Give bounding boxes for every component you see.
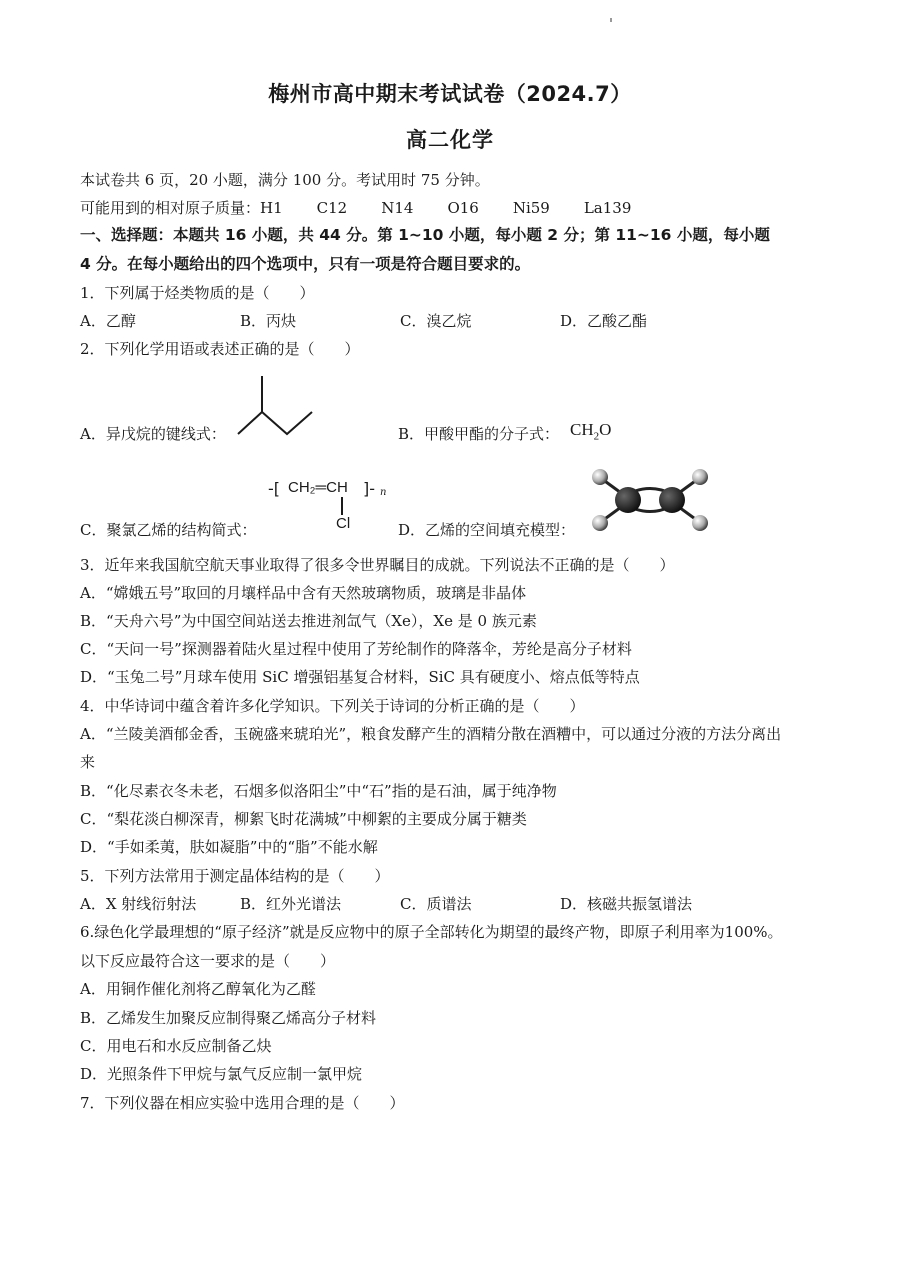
pvc-n: n [380,487,387,498]
q1-stem: 1．下列属于烃类物质的是（ ） [80,284,315,302]
section-heading-line1: 一、选择题：本题共 16 小题，共 44 分。第 1~10 小题，每小题 2 分；第 11~16 小题，每小题 [80,226,770,244]
q2-option-c: C．聚氯乙烯的结构简式： [80,521,257,539]
q5-option-d: D．核磁共振氢谱法 [560,895,693,913]
atomic-masses-label: 可能用到的相对原子质量： [80,199,261,217]
subject-title: 高二化学 [406,128,494,152]
q4-option-a-line1: A．“兰陵美酒郁金香，玉碗盛来琥珀光”，粮食发酵产生的酒精分散在酒糟中，可以通过分液的方法分离出 [80,725,782,743]
formula-o: O [599,420,612,439]
exam-title: 梅州市高中期末考试试卷（2024.7） [268,82,632,106]
q6-option-b: B．乙烯发生加聚反应制得聚乙烯高分子材料 [80,1009,377,1027]
q1-option-a: A．乙醇 [80,312,136,330]
q4-stem: 4．中华诗词中蕴含着许多化学知识。下列关于诗词的分析正确的是（ ） [80,697,585,715]
q3-option-b: B．“天舟六号”为中国空间站送去推进剂氙气（Xe），Xe 是 0 族元素 [80,612,537,630]
mass-n: N14 [381,199,414,217]
q4-option-c: C．“梨花淡白柳深青，柳絮飞时花满城”中柳絮的主要成分属于糖类 [80,810,527,828]
mass-la: La139 [583,199,632,217]
ethylene-space-filling-model [588,467,712,533]
q5-option-c: C．质谱法 [400,895,472,913]
pvc-structure: -[ CH₂═CH ]- n Cl [268,479,387,532]
section-heading-line2: 4 分。在每小题给出的四个选项中，只有一项是符合题目要求的。 [80,255,531,273]
q2-option-b: B．甲酸甲酯的分子式： [398,425,560,443]
q2-stem: 2．下列化学用语或表述正确的是（ ） [80,340,360,358]
mass-ni: Ni59 [512,199,550,217]
q6-option-a: A．用铜作催化剂将乙醇氧化为乙醛 [80,980,316,998]
q4-option-a-line2: 来 [80,753,96,771]
q6-stem-line1: 6.绿色化学最理想的“原子经济”就是反应物中的原子全部转化为期望的最终产物，即原子利用率为100%。 [80,923,783,941]
mass-c: C12 [316,199,348,217]
q6-stem-line2: 以下反应最符合这一要求的是（ ） [80,952,336,970]
q2-option-a: A．异戊烷的键线式： [80,425,226,443]
q1-option-b: B．丙炔 [240,312,297,330]
q5-option-b: B．红外光谱法 [240,895,342,913]
q1-option-c: C．溴乙烷 [400,312,472,330]
scan-speck [610,18,612,22]
mass-o: O16 [447,199,479,217]
exam-info: 本试卷共 6 页，20 小题，满分 100 分。考试用时 75 分钟。 [80,171,490,189]
atomic-masses [80,198,631,218]
isopentane-skeletal-formula [234,372,324,438]
formula-sub-2: 2 [593,430,600,443]
q1-option-d: D．乙酸乙酯 [560,312,648,330]
methyl-formate-formula [570,420,611,442]
mass-h: H1 [260,199,283,217]
q4-option-d: D．“手如柔荑，肤如凝脂”中的“脂”不能水解 [80,838,378,856]
q3-stem: 3．近年来我国航空航天事业取得了很多令世界瞩目的成就。下列说法不正确的是（ ） [80,556,675,574]
q5-option-a: A．X 射线衍射法 [80,895,197,913]
q3-option-a: A．“嫦娥五号”取回的月壤样品中含有天然玻璃物质，玻璃是非晶体 [80,584,527,602]
q3-option-d: D．“玉兔二号”月球车使用 SiC 增强铝基复合材料，SiC 具有硬度小、熔点低等特点 [80,668,640,686]
q3-option-c: C．“天问一号”探测器着陆火星过程中使用了芳纶制作的降落伞，芳纶是高分子材料 [80,640,632,658]
q7-stem: 7．下列仪器在相应实验中选用合理的是（ ） [80,1094,405,1112]
q4-option-b: B．“化尽素衣冬未老，石烟多似洛阳尘”中“石”指的是石油，属于纯净物 [80,782,557,800]
pvc-cl: Cl [336,515,351,532]
q6-option-d: D．光照条件下甲烷与氯气反应制一氯甲烷 [80,1065,363,1083]
q2-option-d: D．乙烯的空间填充模型： [398,521,576,539]
q6-option-c: C．用电石和水反应制备乙炔 [80,1037,272,1055]
formula-ch: CH [570,420,594,439]
pvc-chain: CH₂═CH [288,479,348,496]
q5-stem: 5．下列方法常用于测定晶体结构的是（ ） [80,867,390,885]
